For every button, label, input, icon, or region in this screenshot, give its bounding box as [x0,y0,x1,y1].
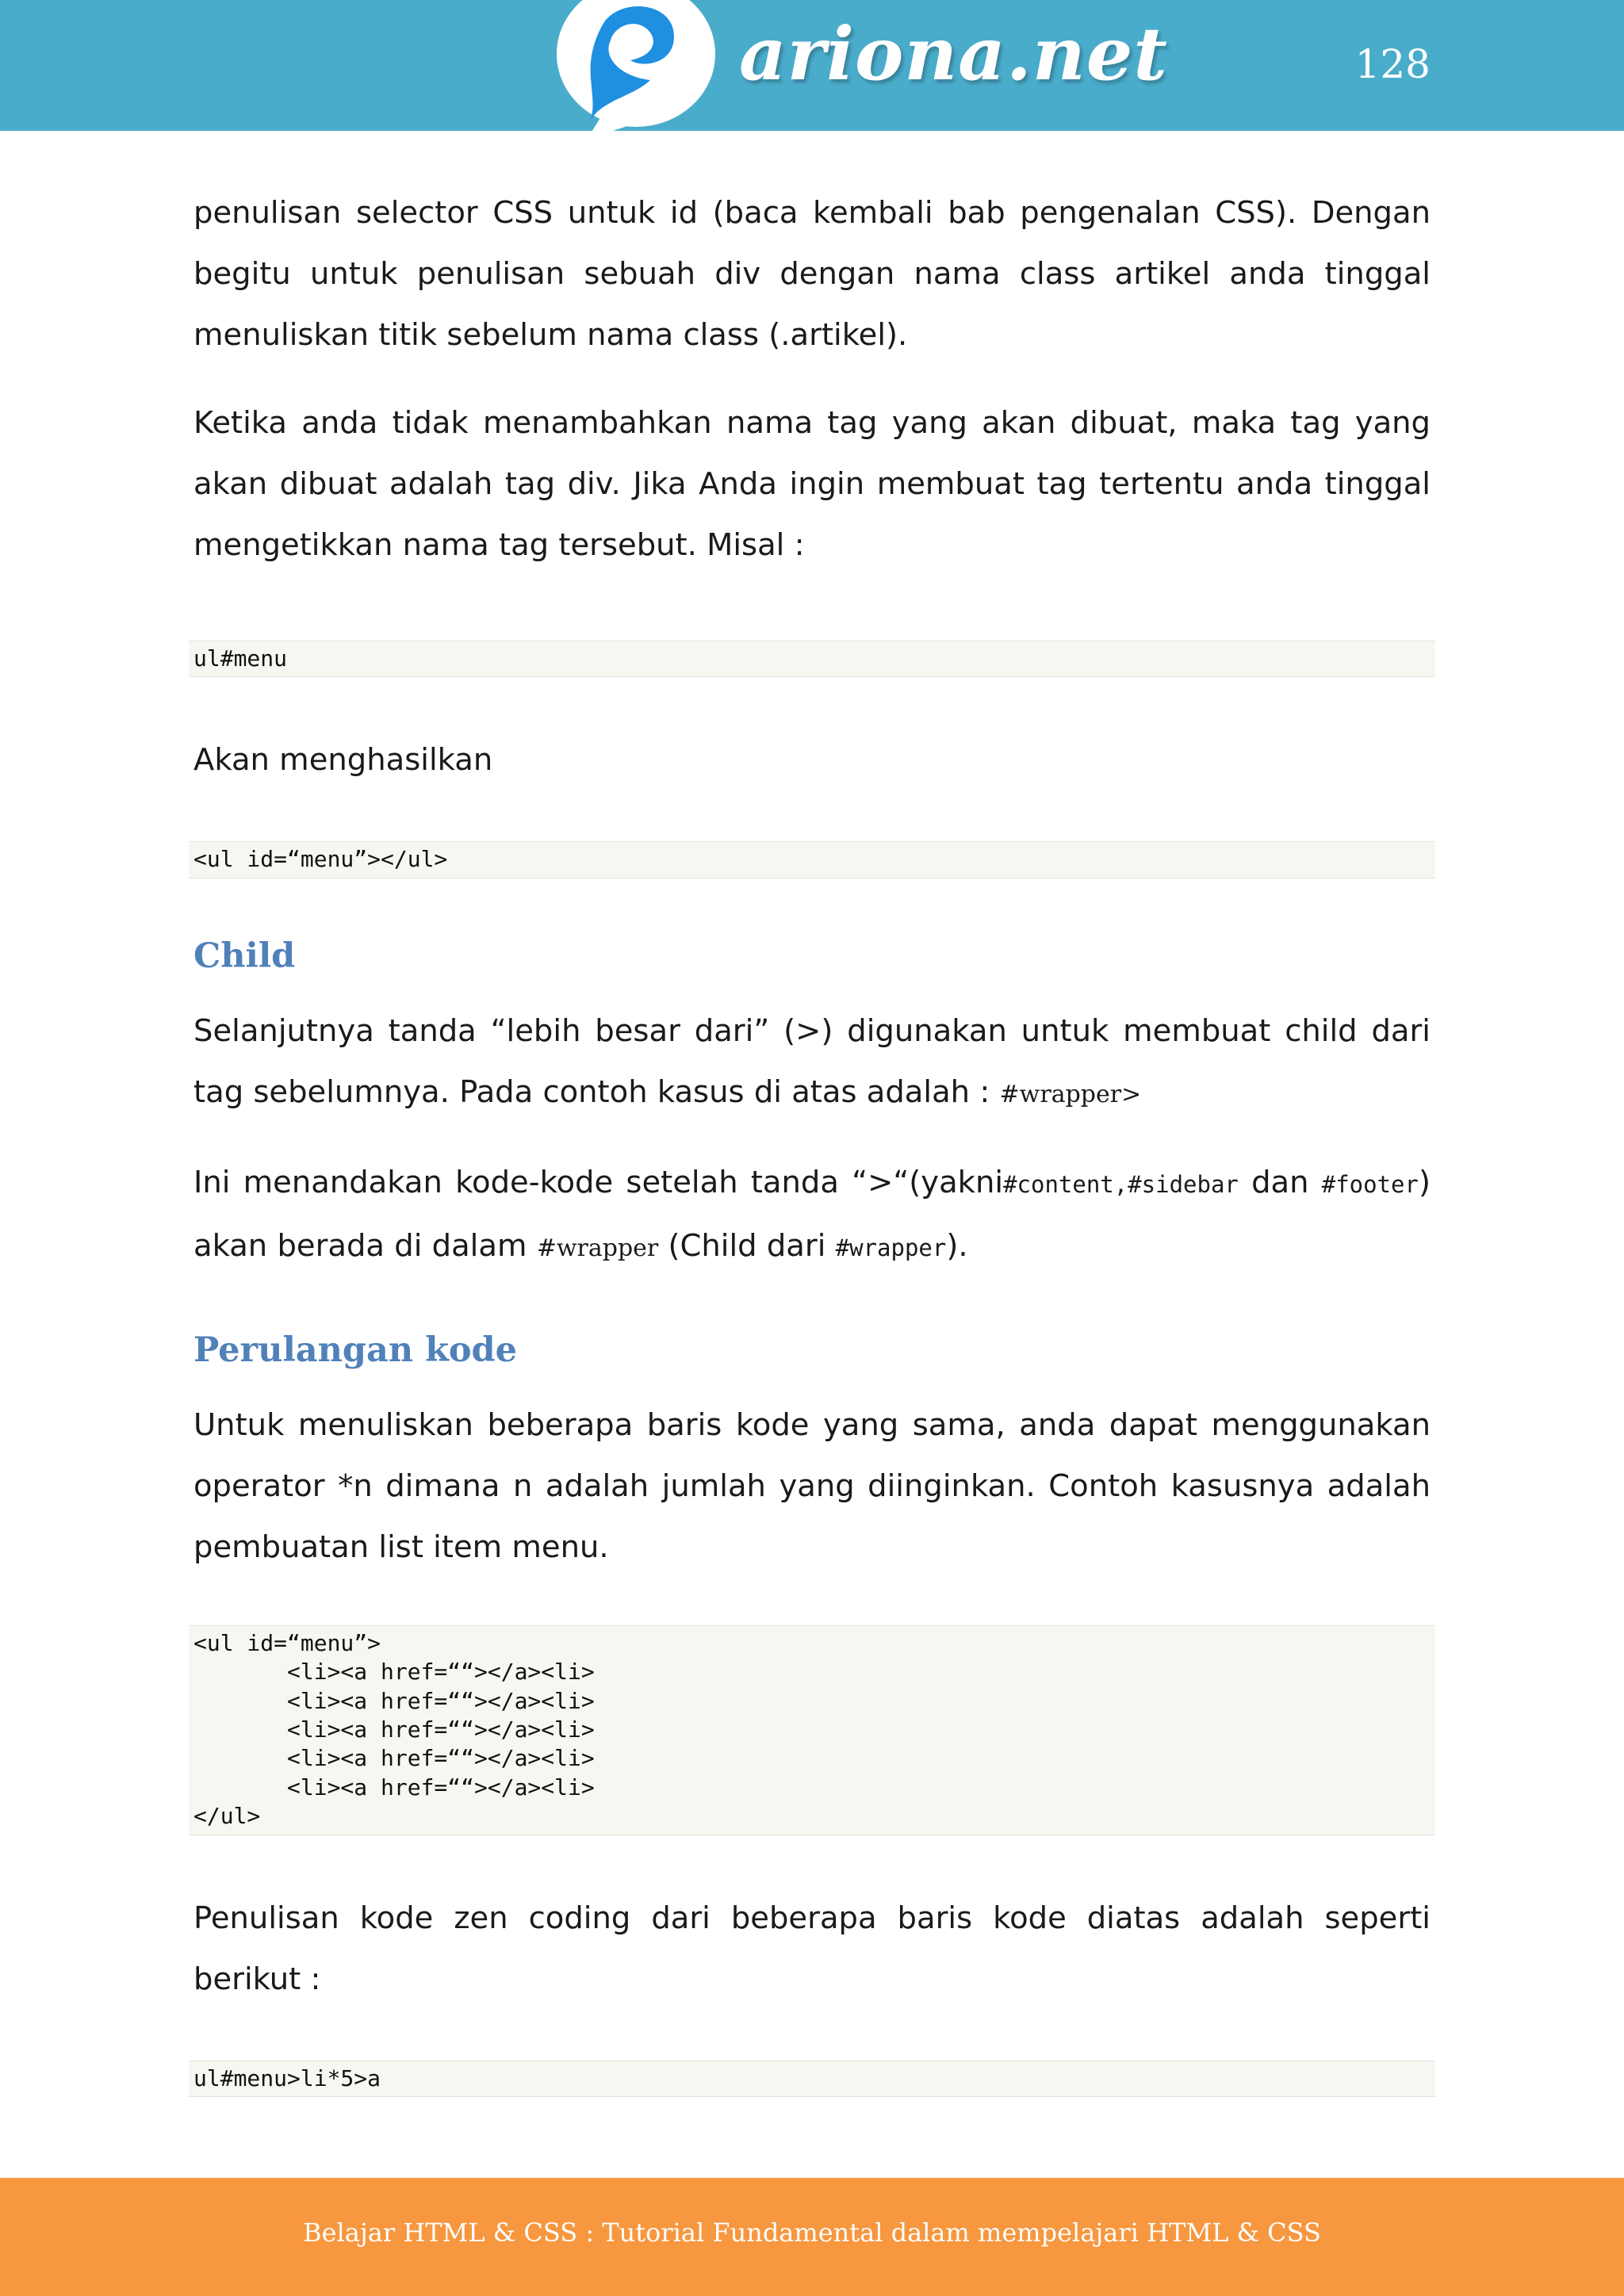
text-part: (Child dari [658,1227,836,1264]
text-part: ). [946,1227,968,1264]
code-line: </ul> [193,1803,261,1830]
text-part: ) akan berada di dalam [193,1164,1431,1264]
code-block-ul-list [189,1625,1435,1835]
code-line: <li><a href=““></a><li> [193,1687,595,1714]
page-content [193,182,1431,2097]
heading-child: Child [193,936,296,976]
page-header [0,0,1624,131]
paragraph-child-explain [193,1152,1431,1279]
child-text: Selanjutnya tanda “lebih besar dari” (>) digunakan untuk membuat child dari tag sebelumnya. Pada contoh kasus di atas adalah : [193,1012,1431,1110]
page-footer [0,2178,1624,2296]
heading-perulangan-kode: Perulangan kode [193,1330,517,1370]
paragraph-tag-default: Ketika anda tidak menambahkan nama tag yang akan dibuat, maka tag yang akan dibuat adalah tag div. Jika Anda ingin membuat tag tertentu anda tinggal mengetikkan nama tag tersebut. Misal : [193,405,1431,563]
inline-code-wrapper-mono: #wrapper [835,1234,947,1261]
text-part: Ini menandakan kode-kode setelah tanda “>“(yakni [193,1164,1004,1200]
code-block-zen: ul#menu>li*5>a [189,2061,1435,2097]
paragraph-selector-intro: penulisan selector CSS untuk id (baca kembali bab pengenalan CSS). Dengan begitu untuk penulisan sebuah div dengan nama class artikel anda tinggal menuliskan titik sebelum nama class (.artikel). [193,195,1431,353]
paragraph-loop-operator: Untuk menuliskan beberapa baris kode yang sama, anda dapat menggunakan operator *n dimana n adalah jumlah yang diinginkan. Contoh kasusnya adalah pembuatan list item menu. [193,1406,1431,1565]
code-block-ul-menu: ul#menu [189,641,1435,677]
site-logo [555,0,1168,143]
paragraph-zen-coding: Penulisan kode zen coding dari beberapa baris kode diatas adalah seperti berikut : [193,1900,1431,1997]
inline-code-wrapper: #wrapper> [999,1080,1142,1108]
code-line: <li><a href=““></a><li> [193,1659,595,1686]
inline-code-wrapper: #wrapper [536,1234,659,1262]
code-line: <li><a href=““></a><li> [193,1716,595,1743]
code-line: <li><a href=““></a><li> [193,1774,595,1800]
inline-code-content-sidebar: #content,#sidebar [1003,1170,1239,1198]
page-number: 128 [1354,41,1431,87]
code-line: <li><a href=““></a><li> [193,1745,595,1772]
footer-title: Belajar HTML & CSS : Tutorial Fundamental dalam mempelajari HTML & CSS [303,2218,1321,2248]
text-part: dan [1238,1164,1322,1200]
paragraph-result: Akan menghasilkan [193,742,493,779]
paragraph-child-operator [193,1001,1431,1125]
logo-bubble-icon [555,0,718,144]
logo-text: ariona.net [739,11,1168,97]
code-line: <ul id=“menu”> [193,1629,381,1656]
code-block-ul-output: <ul id=“menu”></ul> [189,841,1435,878]
inline-code-footer: #footer [1321,1170,1419,1198]
